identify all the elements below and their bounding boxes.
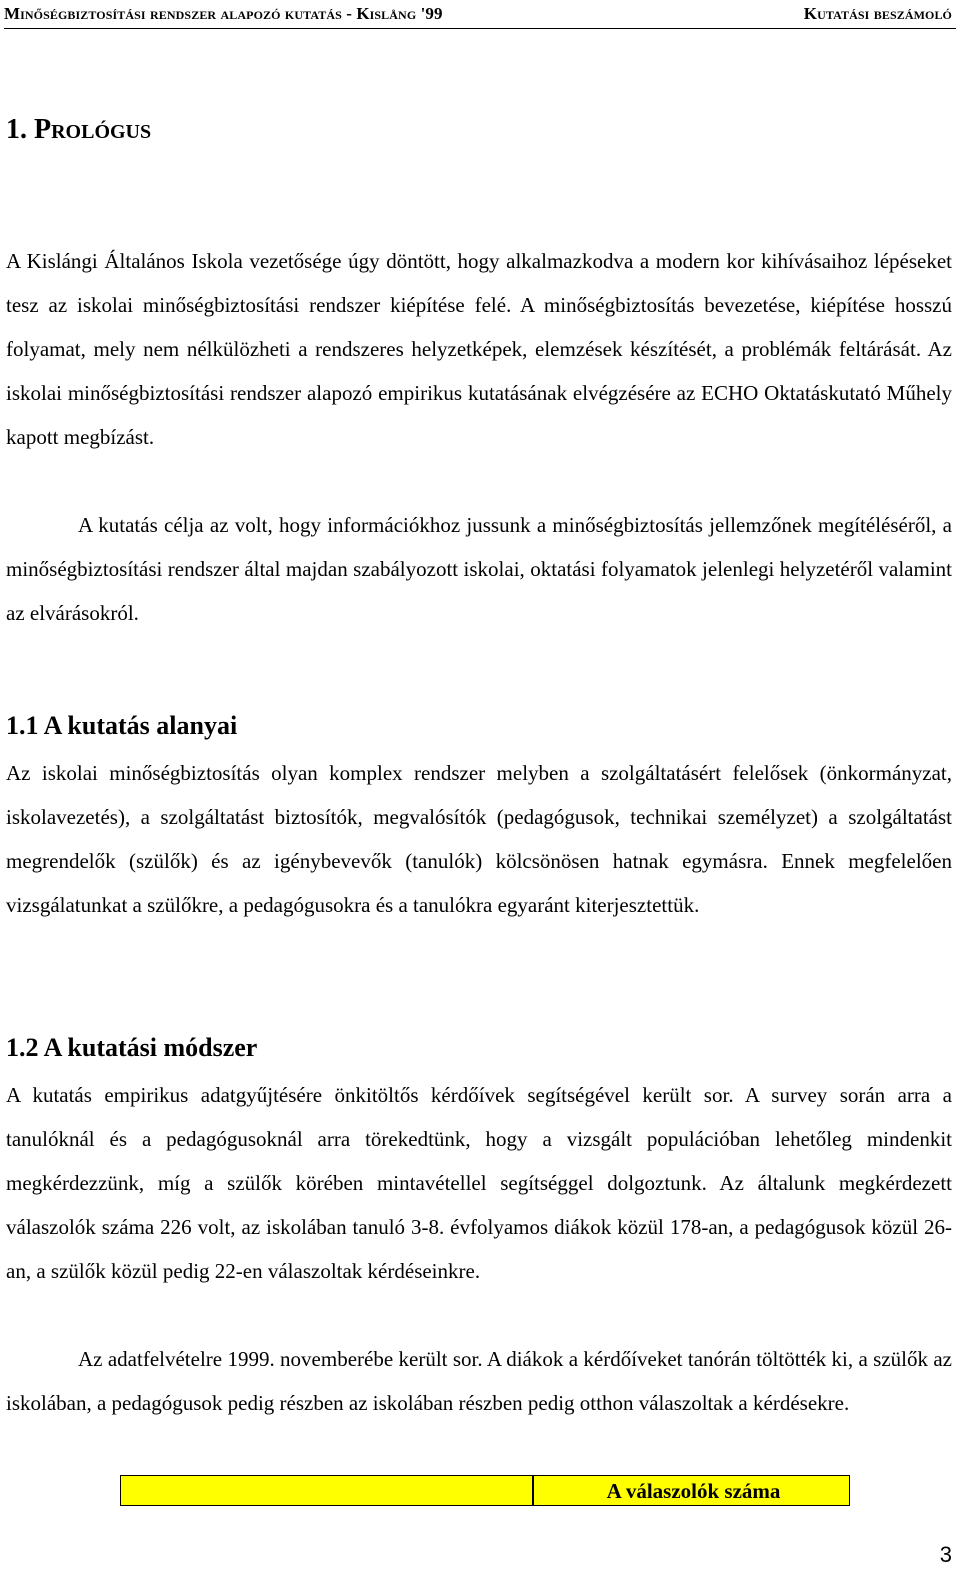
page-number: 3 [939,1542,952,1567]
running-header-title: Minőségbiztosítási rendszer alapozó kutatás - Kislång '99 [4,4,443,23]
table-header-empty-cell [121,1476,534,1505]
section-1-heading: 1. Prológus [6,114,152,145]
section-1-2-paragraph-2: Az adatfelvételre 1999. novemberébe került sor. A diákok a kérdőíveket tanórán töltötték ki, a szülők az iskolában, a pedagógusok pedig részben az iskolában részben pedig otthon válaszoltak a kérdésekre. [6,1347,952,1415]
section-1-1-paragraph: Az iskolai minőségbiztosítás olyan komplex rendszer melyben a szolgáltatásért felelősek (önkormányzat, iskolavezetés), a szolgáltatást biztosítók, megvalósítók (pedagógusok, technikai személyzet) a szolgáltatást megrendelők (szülők) és az igénybevevők (tanulók) kölcsönösen hatnak egymásra. Ennek megfelelően vizsgálatunkat a szülőkre, a pedagógusokra és a tanulókra egyaránt kiterjesztettük. [6,761,952,917]
running-header-doc-type: Kutatási beszámoló [803,4,952,23]
section-1-1-heading: 1.1 A kutatás alanyai [6,711,238,740]
section-1-2-heading: 1.2 A kutatási módszer [6,1033,258,1062]
section-1-paragraph-1: A Kislángi Általános Iskola vezetősége úgy döntött, hogy alkalmazkodva a modern kor kihívásaihoz lépéseket tesz az iskolai minőségbiztosítási rendszer kiépítése felé. A minőségbiztosítás bevezetése, kiépítése hosszú folyamat, mely nem nélkülözheti a rendszeres helyzetképek, elemzések készítését, a problémák feltárását. Az iskolai minőségbiztosítási rendszer alapozó empirikus kutatásának elvégzésére az ECHO Oktatáskutató Műhely kapott megbízást. [6,249,952,449]
table-header-respondents-count: A válaszolók száma [534,1476,849,1505]
section-1-2-paragraph-1: A kutatás empirikus adatgyűjtésére önkitöltős kérdőívek segítségével került sor. A survey során arra a tanulóknál és a pedagógusoknál arra törekedtünk, hogy a vizsgált populációban lehetőleg mindenkit megkérdezzünk, míg a szülők körében mintavétellel segítséggel dolgoztunk. Az általunk megkérdezett válaszolók száma 226 volt, az iskolában tanuló 3-8. évfolyamos diákok közül 178-an, a pedagógusok közül 26-an, a szülők közül pedig 22-en válaszoltak kérdéseinkre. [6,1083,952,1283]
section-1-paragraph-2: A kutatás célja az volt, hogy információkhoz jussunk a minőségbiztosítás jellemzőnek megítéléséről, a minőségbiztosítási rendszer által majdan szabályozott iskolai, oktatási folyamatok jelenlegi helyzetéről valamint az elvárásokról. [6,513,952,625]
running-header [4,2,956,29]
respondents-table-header [120,1475,850,1506]
